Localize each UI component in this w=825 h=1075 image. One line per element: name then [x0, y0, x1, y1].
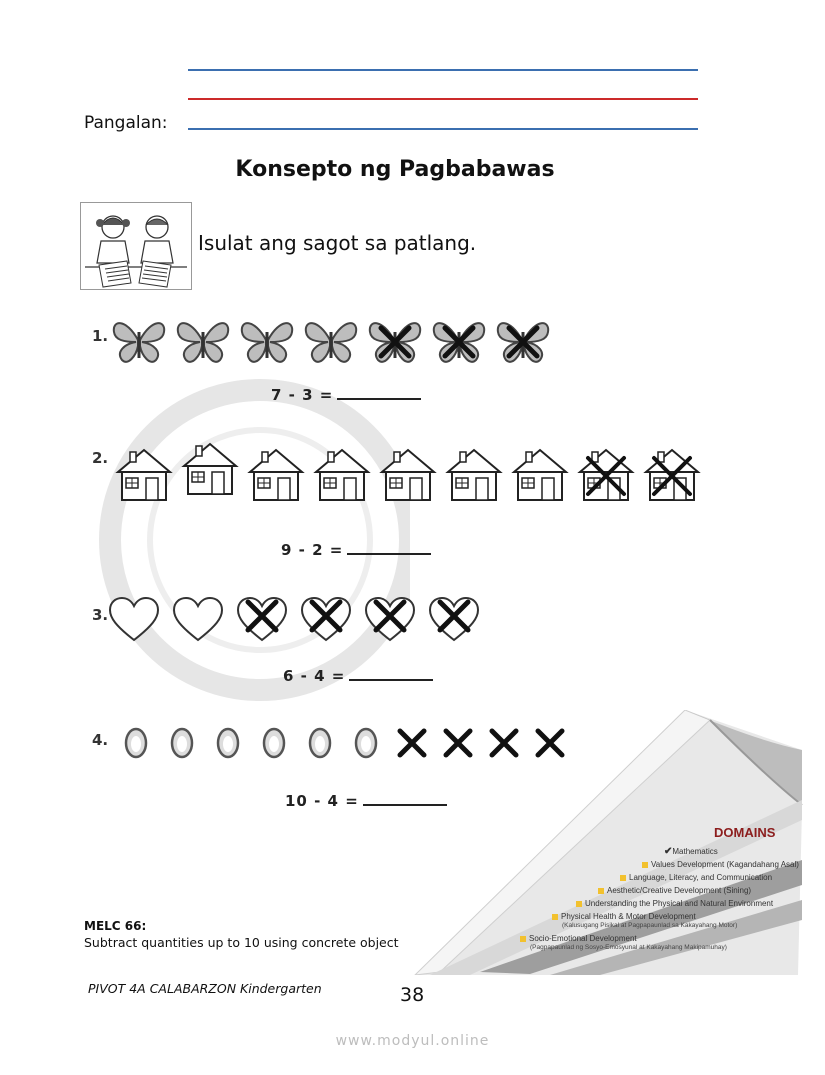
egg-icon	[126, 729, 146, 757]
exercise-3-number: 3.	[92, 606, 109, 624]
domain-socio-emotional-sub: (Pagpapaunlad ng Sosyo-Emosyunal at Kakayahang Makipamuhay)	[530, 944, 727, 951]
egg-icon	[172, 729, 192, 757]
melc-title: MELC 66:	[84, 919, 147, 933]
page-title-text: Konsepto ng Pagbabawas	[235, 157, 555, 182]
instruction-text: Isulat ang sagot sa patlang.	[198, 231, 477, 255]
exercise-3-equation-text: 6 - 4 =	[283, 667, 346, 685]
domain-physical-health-sub: (Kalusugang Pisikal at Pagpapaunlad sa Kakayahang Motor)	[562, 922, 738, 929]
butterfly-icon	[114, 323, 164, 362]
guide-line-middle	[188, 98, 698, 100]
exercise-1-number: 1.	[92, 327, 109, 345]
exercise-3-hearts	[108, 596, 498, 644]
house-icon	[316, 450, 368, 500]
checkbox-icon	[552, 914, 558, 920]
domain-aesthetic-label: Aesthetic/Creative Development (Sining)	[607, 886, 752, 895]
name-label: Pangalan:	[84, 113, 168, 133]
house-icon	[646, 450, 698, 500]
checkbox-icon	[620, 875, 626, 881]
butterfly-icon	[498, 323, 548, 362]
exercise-2-equation-text: 9 - 2 =	[281, 541, 344, 559]
guide-line-top	[188, 69, 698, 71]
house-icon	[250, 450, 302, 500]
exercise-1-equation	[271, 386, 421, 404]
domain-mathematics-label: Mathematics	[672, 847, 718, 856]
heart-icon	[430, 598, 478, 640]
house-icon	[184, 444, 236, 494]
faded-seal-watermark	[90, 350, 410, 710]
checkbox-icon	[642, 862, 648, 868]
page-title	[0, 157, 790, 182]
exercise-4-number: 4.	[92, 731, 109, 749]
house-icon	[382, 450, 434, 500]
checkmark-icon: ✔	[664, 846, 673, 857]
domain-values-development	[642, 860, 799, 869]
heart-icon	[110, 598, 158, 640]
domain-values-label: Values Development (Kagandahang Asal)	[651, 860, 799, 869]
house-icon	[514, 450, 566, 500]
page-number: 38	[400, 984, 425, 1006]
egg-icon	[310, 729, 330, 757]
exercise-2-number: 2.	[92, 449, 109, 467]
butterfly-icon	[306, 323, 356, 362]
melc-description: Subtract quantities up to 10 using concrete object	[84, 935, 399, 950]
footer-publication: PIVOT 4A CALABARZON Kindergarten	[88, 981, 322, 996]
butterfly-icon	[178, 323, 228, 362]
exercise-3-answer-blank[interactable]	[349, 667, 433, 681]
exercise-2-equation	[281, 541, 431, 559]
butterfly-icon	[434, 323, 484, 362]
butterfly-icon	[370, 323, 420, 362]
house-icon	[118, 450, 170, 500]
house-icon	[448, 450, 500, 500]
exercise-2-houses	[112, 440, 702, 502]
exercise-2-answer-blank[interactable]	[347, 541, 431, 555]
domain-aesthetic-creative	[598, 886, 751, 895]
egg-icon	[264, 729, 284, 757]
checkbox-icon	[520, 936, 526, 942]
heart-icon	[174, 598, 222, 640]
domain-physical-label: Physical Health & Motor Development	[561, 912, 696, 921]
name-input-line[interactable]	[188, 128, 698, 130]
exercise-1-equation-text: 7 - 3 =	[271, 386, 334, 404]
egg-icon	[356, 729, 376, 757]
checkbox-icon	[598, 888, 604, 894]
egg-icon	[218, 729, 238, 757]
domains-title: DOMAINS	[714, 825, 776, 840]
kids-writing-illustration	[80, 202, 192, 290]
domain-understanding-label: Understanding the Physical and Natural Environment	[585, 899, 774, 908]
heart-icon	[366, 598, 414, 640]
site-watermark: www.modyul.online	[335, 1033, 490, 1049]
exercise-3-equation	[283, 667, 433, 685]
heart-icon	[238, 598, 286, 640]
domain-socio-label: Socio-Emotional Development	[529, 934, 637, 943]
butterfly-icon	[242, 323, 292, 362]
house-icon	[580, 450, 632, 500]
domain-physical-health-motor	[552, 912, 696, 921]
exercise-1-answer-blank[interactable]	[337, 386, 421, 400]
heart-icon	[302, 598, 350, 640]
domain-socio-emotional	[520, 934, 637, 943]
exercise-4-equation-text: 10 - 4 =	[285, 792, 359, 810]
domain-mathematics	[664, 846, 718, 857]
domain-language-label: Language, Literacy, and Communication	[629, 873, 773, 882]
exercise-1-butterflies	[108, 316, 558, 366]
domain-language-literacy	[620, 873, 772, 882]
domain-physical-natural-environment	[576, 899, 773, 908]
checkbox-icon	[576, 901, 582, 907]
